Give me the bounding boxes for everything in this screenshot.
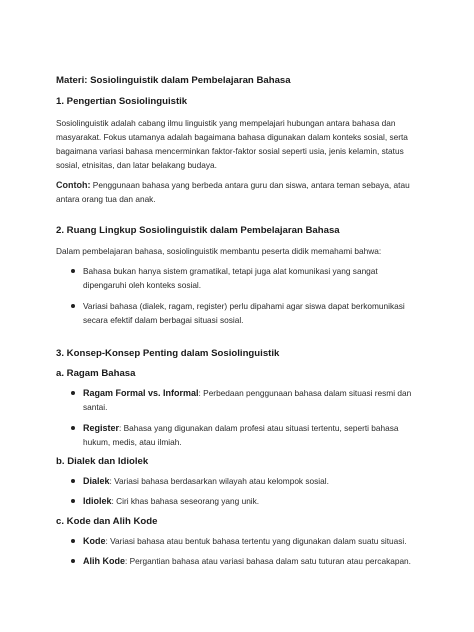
bullet-icon [71,559,75,563]
term-description: : Bahasa yang digunakan dalam profesi atau situasi tertentu, seperti bahasa hukum, medis, atau ilmiah. [83,423,399,447]
bullet-icon [71,269,75,273]
list-item-text: Variasi bahasa (dialek, ragam, register) perlu dipahami agar siswa dapat berkomunikasi secara efektif dalam berbagai situasi sosial. [83,301,405,325]
term: Alih Kode [83,556,125,566]
term-description: : Variasi bahasa berdasarkan wilayah atau kelompok sosial. [109,476,329,486]
example-label: Contoh: [56,180,91,190]
list-item [56,299,418,327]
section-2-intro: Dalam pembelajaran bahasa, sosiolinguistik membantu peserta didik memahami bahwa: [56,246,382,256]
list-item [56,264,418,292]
term: Dialek [83,476,110,486]
list-item [56,421,418,449]
bullet-icon [71,499,75,503]
list-item [56,534,418,548]
section-2-list [56,264,418,327]
term: Ragam Formal vs. Informal [83,388,199,398]
term-description: : Pergantian bahasa atau variasi bahasa dalam satu tuturan atau percakapan. [125,556,411,566]
term: Idiolek [83,496,112,506]
document-body [56,74,418,568]
subsection-b-list [56,474,418,508]
section-1-heading: 1. Pengertian Sosiolinguistik [56,96,188,107]
section-1-paragraph: Sosiolinguistik adalah cabang ilmu linguistik yang mempelajari hubungan antara bahasa dan masyarakat. Fokus utamanya adalah bagaimana bahasa digunakan dalam konteks sosial, serta bagaimana variasi bahasa mencerminkan faktor-faktor sosial seperti usia, jenis kelamin, status sosial, etnisitas, dan latar belakang budaya. [56,118,408,170]
section-1-example [56,178,418,206]
list-item [56,554,418,568]
term: Kode [83,536,106,546]
subsection-c-heading: c. Kode dan Alih Kode [56,516,158,527]
term: Register [83,423,120,433]
bullet-icon [71,304,75,308]
document-title: Materi: Sosiolinguistik dalam Pembelajaran Bahasa [56,75,291,86]
section-2-heading: 2. Ruang Lingkup Sosiolinguistik dalam Pembelajaran Bahasa [56,225,340,236]
subsection-a-heading: a. Ragam Bahasa [56,368,136,379]
term-description: : Ciri khas bahasa seseorang yang unik. [111,496,260,506]
bullet-icon [71,539,75,543]
bullet-icon [71,391,75,395]
subsection-c-list [56,534,418,568]
section-3-heading: 3. Konsep-Konsep Penting dalam Sosiolinguistik [56,348,280,359]
bullet-icon [71,426,75,430]
bullet-icon [71,479,75,483]
list-item [56,474,418,488]
term-description: : Perbedaan penggunaan bahasa dalam situasi resmi dan santai. [83,388,412,412]
list-item-text: Bahasa bukan hanya sistem gramatikal, tetapi juga alat komunikasi yang sangat dipengaruhi oleh konteks sosial. [83,266,378,290]
subsection-a-list [56,386,418,449]
list-item [56,494,418,508]
list-item [56,386,418,414]
term-description: : Variasi bahasa atau bentuk bahasa tertentu yang digunakan dalam suatu situasi. [105,536,407,546]
example-text: Penggunaan bahasa yang berbeda antara guru dan siswa, antara teman sebaya, atau antara orang tua dan anak. [56,180,410,204]
subsection-b-heading: b. Dialek dan Idiolek [56,456,149,467]
